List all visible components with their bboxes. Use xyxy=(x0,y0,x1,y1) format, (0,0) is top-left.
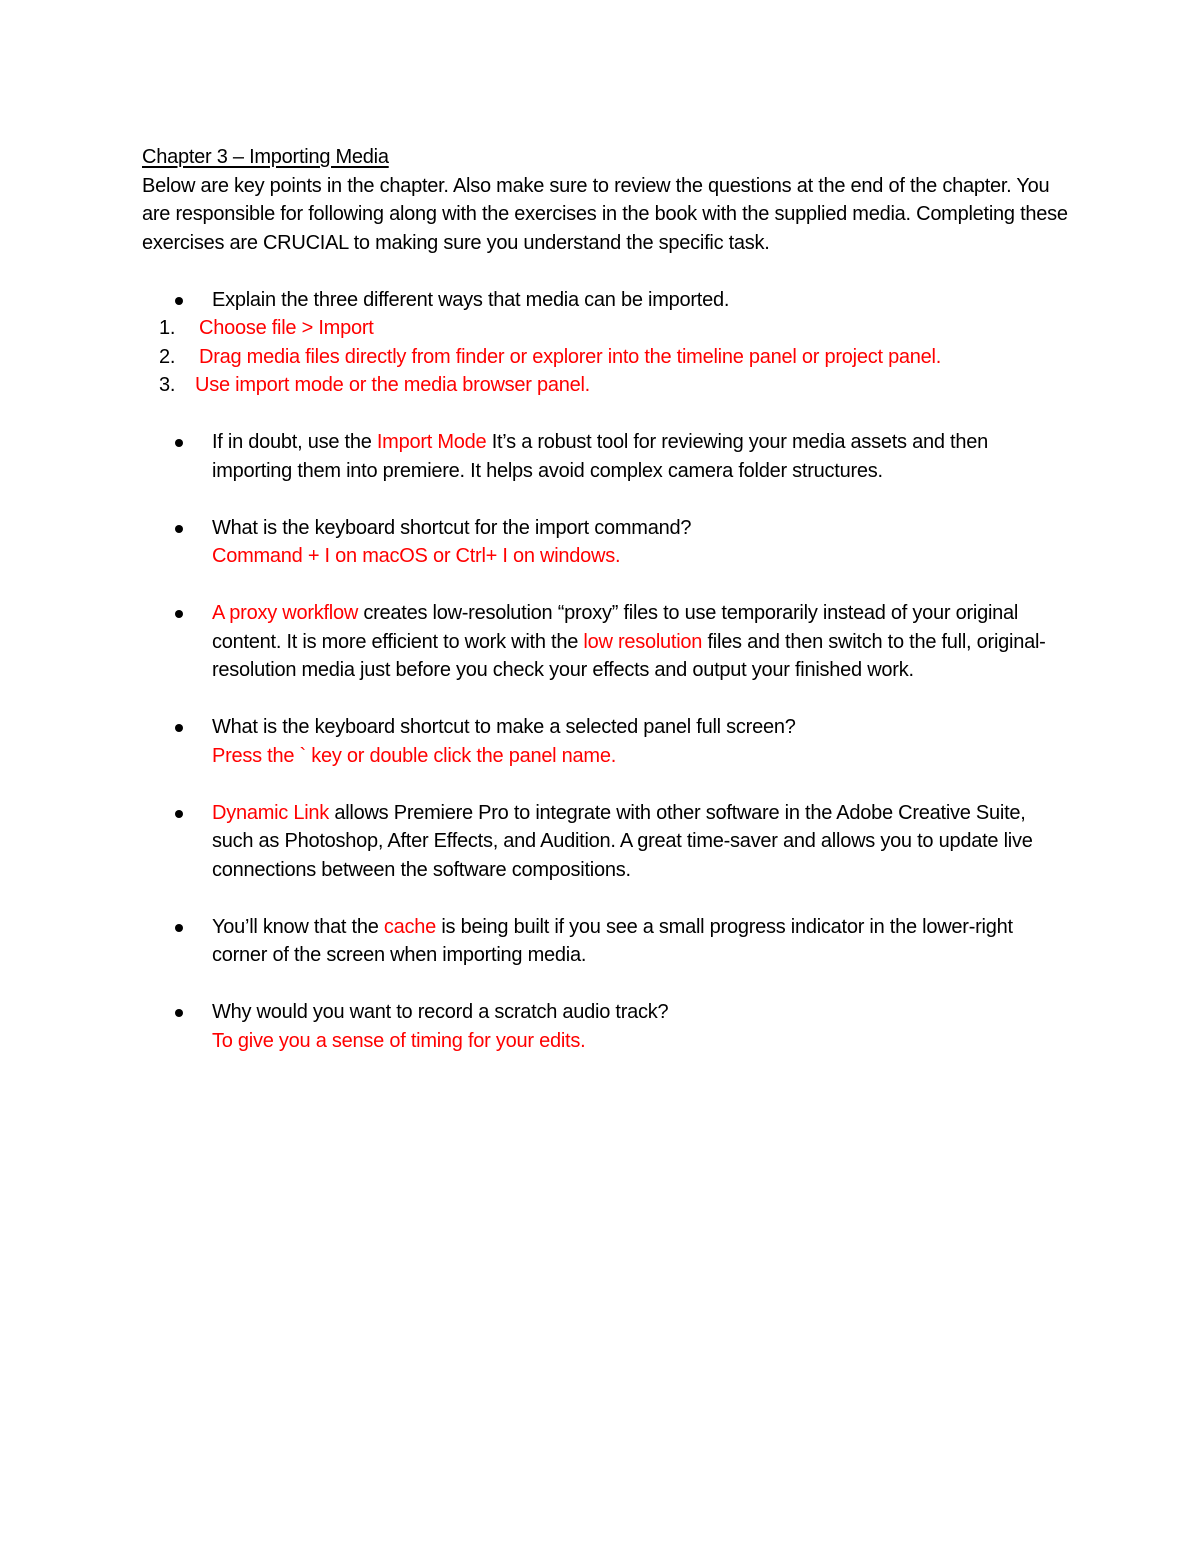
bullet-question: What is the keyboard shortcut for the import command? xyxy=(212,516,692,539)
bullet-item xyxy=(142,514,1072,571)
import-method-text: Drag media files directly from finder or explorer into the timeline panel or project panel. xyxy=(199,345,942,368)
bullet-question: Why would you want to record a scratch audio track? xyxy=(212,1001,669,1023)
bullet-question: What is the keyboard shortcut to make a selected panel full screen? xyxy=(212,716,796,738)
bullet-text: creates low-resolution “proxy” files to use temporarily instead of your original content. It is more efficient to work with the xyxy=(212,602,1019,653)
import-method-item xyxy=(142,314,1072,343)
import-method-text: Use import mode or the media browser panel. xyxy=(195,374,590,396)
bullet-text: If in doubt, use the xyxy=(212,431,377,453)
bullet-answer: Command + I on macOS or Ctrl+ I on windows. xyxy=(212,545,621,567)
bullet-icon xyxy=(175,924,183,932)
list-number: 2. xyxy=(159,345,176,368)
bullet-text: You’ll know that the xyxy=(212,915,384,938)
list-number: 1. xyxy=(159,317,176,339)
highlight-term: low resolution xyxy=(583,630,703,653)
bullet-answer: Press the ` key or double click the panel name. xyxy=(212,744,617,767)
bullet-item xyxy=(142,799,1072,885)
highlight-term: cache xyxy=(383,915,437,938)
bullet-item xyxy=(142,998,1072,1055)
bullet-item xyxy=(142,286,1072,315)
intro-paragraph: Below are key points in the chapter. Also make sure to review the questions at the end of the chapter. You are responsible for following along with the exercises in the book with the supplied media. Completing these exercises are CRUCIAL to making sure you understand the specific task. xyxy=(142,174,1068,254)
bullet-item xyxy=(142,713,1072,770)
list-number: 3. xyxy=(159,374,176,396)
bullet-text: is being built if you see a small progress indicator in the lower-right corner of the screen when importing media. xyxy=(212,915,1013,966)
bullet-text: allows Premiere Pro to integrate with other software in the Adobe Creative Suite, such as Photoshop, After Effects, and Audition. A great time-saver and allows you to update live connections between the software compositions. xyxy=(212,801,1033,881)
bullet-answer: To give you a sense of timing for your edits. xyxy=(212,1029,586,1052)
chapter-title: Chapter 3 – Importing Media xyxy=(142,146,389,168)
bullet-icon xyxy=(175,724,183,732)
bullet-text: files and then switch to the full, original-resolution media just before you check your effects and output your finished work. xyxy=(212,630,1046,681)
bullet-icon xyxy=(175,297,183,305)
highlight-term: A proxy workflow xyxy=(212,602,359,624)
import-method-item xyxy=(142,343,1072,372)
bullet-item xyxy=(142,913,1072,970)
bullet-icon xyxy=(175,610,183,618)
bullet-item xyxy=(142,428,1072,485)
bullet-icon xyxy=(175,525,183,533)
highlight-term: Dynamic Link xyxy=(212,801,330,824)
bullet-icon xyxy=(175,439,183,447)
bullet-item xyxy=(142,599,1072,685)
bullet-icon xyxy=(175,1009,183,1017)
document-content xyxy=(142,143,1072,1055)
bullet-icon xyxy=(175,810,183,818)
highlight-term: Import Mode xyxy=(376,431,487,453)
bullet-text: It’s a robust tool for reviewing your media assets and then importing them into premiere. It helps avoid complex camera folder structures. xyxy=(212,431,988,482)
bullet-text: Explain the three different ways that media can be imported. xyxy=(212,288,730,311)
import-method-text: Choose file > Import xyxy=(199,317,374,339)
import-method-item xyxy=(142,371,1072,400)
